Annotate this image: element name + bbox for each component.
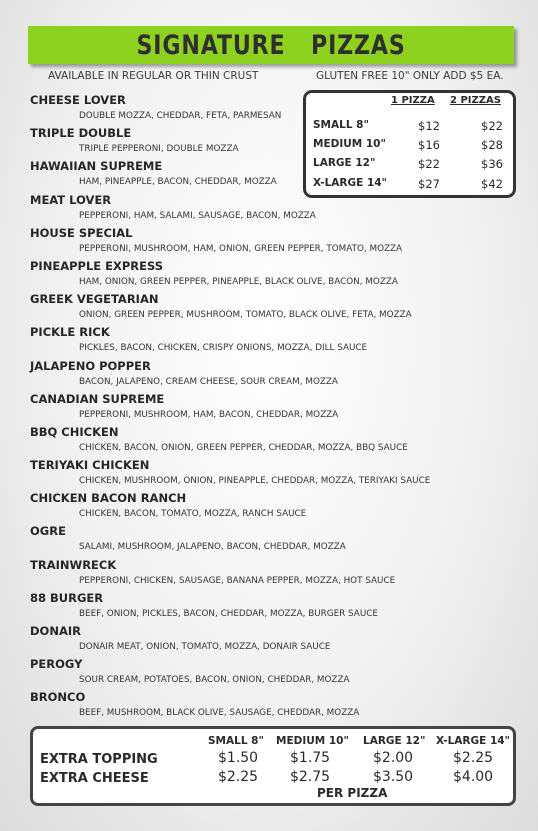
pizza-item	[30, 523, 510, 556]
extras-row-label: EXTRA CHEESE	[40, 771, 149, 786]
price-row	[306, 157, 513, 177]
pizza-name: BRONCO	[30, 690, 86, 705]
crust-note: AVAILABLE IN REGULAR OR THIN CRUST	[48, 70, 259, 82]
pizza-name: CHICKEN BACON RANCH	[30, 491, 187, 506]
pizza-name: TRIPLE DOUBLE	[30, 126, 132, 141]
pizza-name: PINEAPPLE EXPRESS	[30, 258, 164, 273]
pizza-item	[30, 689, 510, 722]
pizza-name: HOUSE SPECIAL	[30, 225, 133, 240]
pizza-item	[30, 358, 510, 391]
title-banner	[28, 26, 514, 64]
pizza-ingredients: DOUBLE MOZZA, CHEDDAR, FETA, PARMESAN	[79, 111, 282, 121]
gluten-free-note: GLUTEN FREE 10" ONLY ADD $5 EA.	[316, 70, 504, 82]
pizza-ingredients: PEPPERONI, MUSHROOM, HAM, ONION, GREEN PEPPER, TOMATO, MOZZA	[79, 243, 403, 254]
pizza-ingredients: PEPPERONI, MUSHROOM, HAM, BACON, CHEDDAR, MOZZA	[79, 409, 339, 420]
price-two-pizzas: $28	[481, 138, 503, 152]
pizza-item	[30, 291, 510, 324]
pizza-ingredients: PICKLES, BACON, CHICKEN, CRISPY ONIONS, MOZZA, DILL SAUCE	[79, 343, 368, 354]
price-one-pizza: $27	[418, 177, 440, 191]
extras-price: $2.25	[218, 769, 259, 785]
extras-row-label: EXTRA TOPPING	[40, 752, 158, 767]
pizza-item	[30, 590, 510, 623]
pizza-ingredients: TRIPLE PEPPERONI, DOUBLE MOZZA	[79, 144, 239, 155]
pizza-name: HAWAIIAN SUPREME	[30, 159, 163, 174]
pizza-name: GREEK VEGETARIAN	[30, 292, 159, 307]
price-header-two-pizzas: 2 PIZZAS	[450, 95, 501, 106]
pizza-price-table	[303, 90, 516, 198]
pizza-item	[30, 656, 510, 689]
pizza-ingredients: CHICKEN, BACON, ONION, GREEN PEPPER, CHEDDAR, MOZZA, BBQ SAUCE	[79, 442, 408, 453]
pizza-ingredients: CHICKEN, MUSHROOM, ONION, PINEAPPLE, CHEDDAR, MOZZA, TERIYAKI SAUCE	[79, 476, 431, 487]
extras-price: $2.75	[290, 769, 331, 785]
price-row-size: SMALL 8"	[313, 119, 369, 131]
extras-size-header: X-LARGE 14"	[436, 735, 511, 747]
price-two-pizzas: $42	[481, 177, 503, 191]
pizza-name: OGRE	[30, 524, 66, 539]
pizza-ingredients: PEPPERONI, HAM, SALAMI, SAUSAGE, BACON, MOZZA	[79, 210, 316, 221]
extras-price: $2.00	[373, 750, 414, 766]
pizza-ingredients: BEEF, MUSHROOM, BLACK OLIVE, SAUSAGE, CHEDDAR, MOZZA	[79, 708, 360, 719]
pizza-item	[30, 457, 510, 490]
extras-price: $3.50	[373, 769, 414, 785]
pizza-name: PEROGY	[30, 657, 83, 672]
extras-price-table	[30, 726, 516, 806]
price-row	[306, 138, 513, 158]
price-one-pizza: $16	[418, 138, 440, 152]
extras-size-header: MEDIUM 10"	[276, 735, 349, 747]
pizza-ingredients: CHICKEN, BACON, TOMATO, MOZZA, RANCH SAUCE	[79, 509, 307, 520]
extras-size-header: SMALL 8"	[208, 735, 264, 747]
pizza-ingredients: SOUR CREAM, POTATOES, BACON, ONION, CHEDDAR, MOZZA	[79, 675, 350, 686]
extras-price: $2.25	[453, 750, 494, 766]
pizza-item	[30, 623, 510, 656]
pizza-name: CHEESE LOVER	[30, 93, 126, 107]
price-header-one-pizza: 1 PIZZA	[391, 95, 435, 106]
pizza-ingredients: HAM, PINEAPPLE, BACON, CHEDDAR, MOZZA	[79, 177, 277, 188]
pizza-name: CANADIAN SUPREME	[30, 391, 165, 406]
pizza-item	[30, 424, 510, 457]
pizza-name: DONAIR	[30, 624, 81, 638]
pizza-name: TERIYAKI CHICKEN	[30, 458, 150, 473]
extras-size-header: LARGE 12"	[363, 735, 426, 747]
pizza-ingredients: BEEF, ONION, PICKLES, BACON, CHEDDAR, MOZZA, BURGER SAUCE	[79, 608, 378, 619]
price-row	[306, 177, 513, 197]
pizza-ingredients: SALAMI, MUSHROOM, JALAPENO, BACON, CHEDDAR, MOZZA	[79, 542, 346, 553]
price-row-size: LARGE 12"	[313, 157, 376, 169]
pizza-name: MEAT LOVER	[30, 192, 112, 207]
price-row	[306, 119, 513, 139]
price-row-size: X-LARGE 14"	[313, 177, 388, 189]
extras-price: $1.75	[290, 750, 331, 766]
pizza-name: BBQ CHICKEN	[30, 424, 119, 439]
price-two-pizzas: $36	[481, 157, 503, 171]
pizza-name: 88 BURGER	[30, 590, 104, 605]
pizza-item	[30, 258, 510, 291]
pizza-item	[30, 557, 510, 590]
extras-price: $1.50	[218, 750, 259, 766]
price-row-size: MEDIUM 10"	[313, 138, 386, 150]
price-two-pizzas: $22	[481, 119, 503, 133]
pizza-item	[30, 324, 510, 357]
page-title: SIGNATURE PIZZAS	[136, 29, 406, 61]
pizza-name: TRAINWRECK	[30, 557, 117, 572]
pizza-ingredients: BACON, JALAPENO, CREAM CHEESE, SOUR CREAM, MOZZA	[79, 376, 338, 387]
price-one-pizza: $12	[418, 119, 440, 133]
pizza-ingredients: ONION, GREEN PEPPER, MUSHROOM, TOMATO, BLACK OLIVE, FETA, MOZZA	[79, 310, 412, 321]
pizza-ingredients: DONAIR MEAT, ONION, TOMATO, MOZZA, DONAIR SAUCE	[79, 642, 331, 652]
extras-price: $4.00	[453, 769, 494, 785]
price-one-pizza: $22	[418, 157, 440, 171]
extras-footer: PER PIZZA	[317, 786, 388, 800]
pizza-item	[30, 225, 510, 258]
pizza-ingredients: PEPPERONI, CHICKEN, SAUSAGE, BANANA PEPPER, MOZZA, HOT SAUCE	[79, 575, 396, 586]
pizza-name: PICKLE RICK	[30, 325, 110, 340]
pizza-name: JALAPENO POPPER	[30, 358, 151, 373]
pizza-item	[30, 391, 510, 424]
pizza-item	[30, 490, 510, 523]
pizza-ingredients: HAM, ONION, GREEN PEPPER, PINEAPPLE, BLACK OLIVE, BACON, MOZZA	[79, 276, 398, 287]
